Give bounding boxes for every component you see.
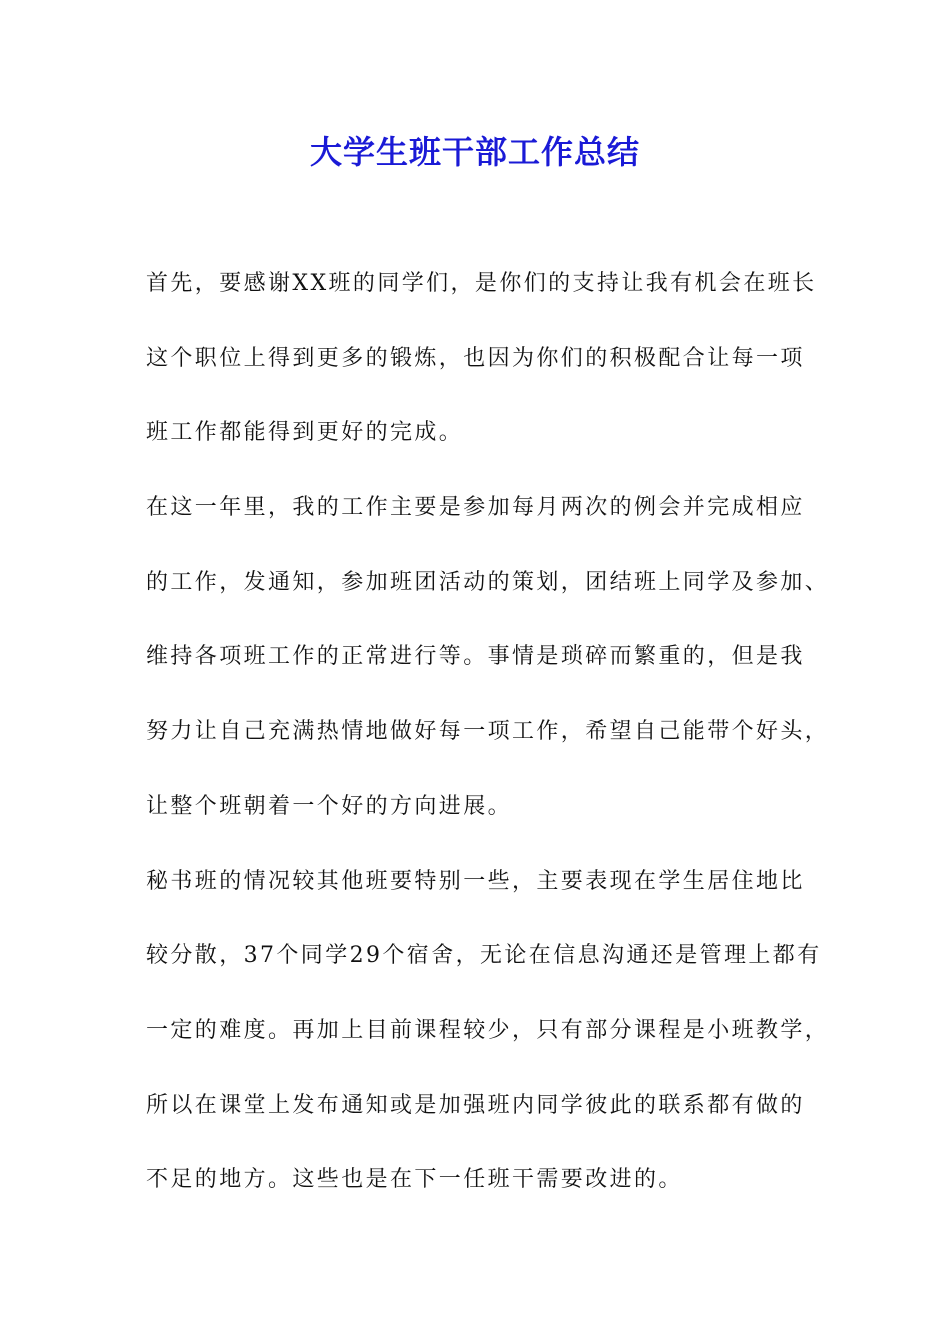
body-line: 首先，要感谢XX班的同学们，是你们的支持让我有机会在班长 (146, 271, 817, 296)
body-line: 秘书班的情况较其他班要特别一些，主要表现在学生居住地比 (146, 868, 805, 894)
body-line: 较分散，37个同学29个宿舍，无论在信息沟通还是管理上都有 (146, 943, 822, 969)
body-line: 班工作都能得到更好的完成。 (146, 420, 464, 446)
body-line: 维持各项班工作的正常进行等。事情是琐碎而繁重的，但是我 (146, 644, 805, 670)
body-line: 在这一年里，我的工作主要是参加每月两次的例会并完成相应 (146, 495, 805, 521)
body-line: 让整个班朝着一个好的方向进展。 (146, 793, 513, 819)
body-line: 所以在课堂上发布通知或是加强班内同学彼此的联系都有做的 (146, 1092, 805, 1118)
body-line: 一定的难度。再加上目前课程较少，只有部分课程是小班教学， (146, 1017, 830, 1043)
body-line: 努力让自己充满热情地做好每一项工作，希望自己能带个好头， (146, 719, 830, 745)
body-line: 这个职位上得到更多的锻炼，也因为你们的积极配合让每一项 (146, 345, 805, 371)
body-line: 的工作，发通知，参加班团活动的策划，团结班上同学及参加、 (146, 569, 830, 595)
document-title: 大学生班干部工作总结 (309, 133, 640, 171)
document-body (146, 264, 830, 1235)
body-line: 不足的地方。这些也是在下一任班干需要改进的。 (146, 1167, 683, 1193)
